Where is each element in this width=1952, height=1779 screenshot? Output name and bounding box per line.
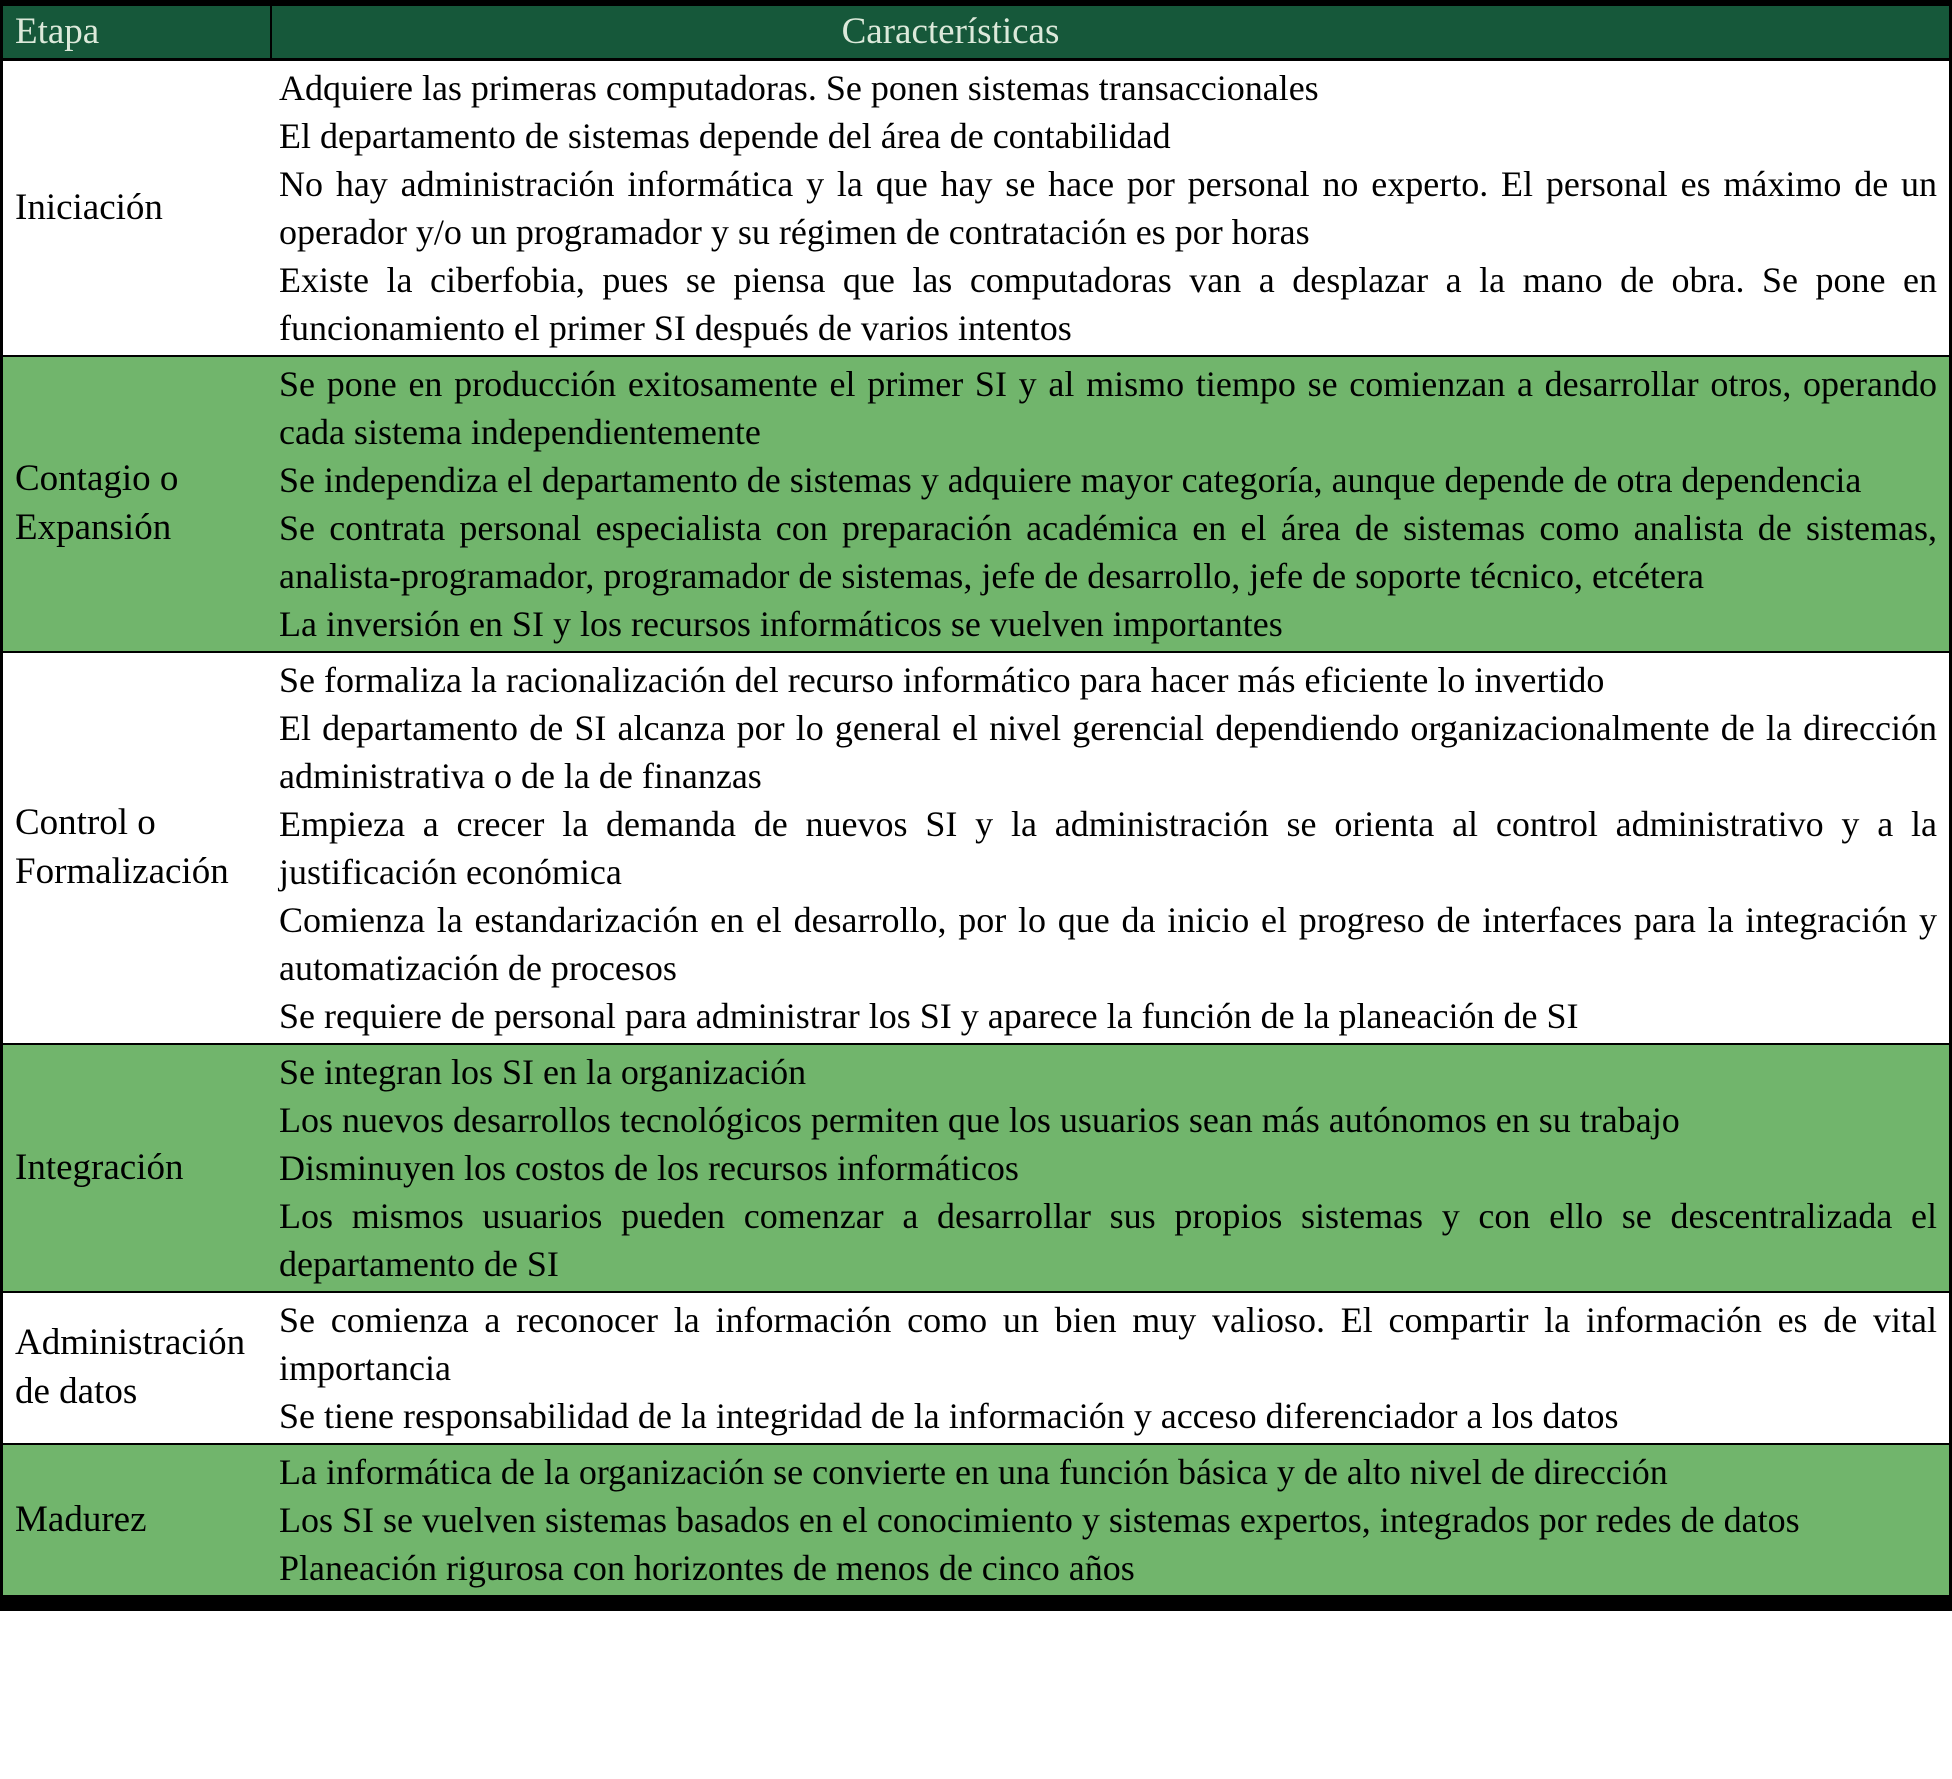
characteristic-text: El departamento de sistemas depende del área de contabilidad [279, 116, 1171, 156]
caracteristicas-cell [271, 356, 1949, 652]
characteristic-text: Se contrata personal especialista con preparación académica en el área de sistemas como analista de sistemas, analista-programador, programador de sistemas, jefe de desarrollo, jefe de soporte técnico, etcétera [279, 508, 1937, 596]
stages-table [3, 6, 1949, 1595]
table-header [3, 6, 1949, 60]
characteristic-text: Los mismos usuarios pueden comenzar a desarrollar sus propios sistemas y con ello se descentralizada el departamento de SI [279, 1196, 1937, 1284]
table-row-iniciacion [3, 60, 1949, 357]
table-row-integracion [3, 1044, 1949, 1292]
header-row [3, 6, 1949, 60]
characteristic-text: La informática de la organización se convierte en una función básica y de alto nivel de dirección [279, 1452, 1668, 1492]
caracteristicas-cell [271, 1444, 1949, 1595]
table-row-contagio [3, 356, 1949, 652]
characteristic-text: Los SI se vuelven sistemas basados en el conocimiento y sistemas expertos, integrados por redes de datos [279, 1500, 1800, 1540]
characteristic-text: Se pone en producción exitosamente el primer SI y al mismo tiempo se comienzan a desarrollar otros, operando cada sistema independientemente [279, 364, 1937, 452]
caracteristicas-cell [271, 1292, 1949, 1444]
table-body [3, 60, 1949, 1596]
characteristic-text: La inversión en SI y los recursos informáticos se vuelven importantes [279, 604, 1283, 644]
etapa-label: Contagio o Expansión [15, 458, 179, 548]
characteristic-text: Los nuevos desarrollos tecnológicos permiten que los usuarios sean más autónomos en su trabajo [279, 1100, 1680, 1140]
table-row-madurez [3, 1444, 1949, 1595]
table-row-administracion-datos [3, 1292, 1949, 1444]
characteristic-text: Se formaliza la racionalización del recurso informático para hacer más eficiente lo invertido [279, 660, 1605, 700]
etapa-label: Administración de datos [15, 1322, 246, 1412]
etapa-label: Control o Formalización [15, 802, 229, 892]
characteristic-text: Se independiza el departamento de sistemas y adquiere mayor categoría, aunque depende de otra dependencia [279, 460, 1862, 500]
characteristic-text: El departamento de SI alcanza por lo general el nivel gerencial dependiendo organizacionalmente de la dirección administrativa o de la de finanzas [279, 708, 1937, 796]
characteristic-text: Existe la ciberfobia, pues se piensa que las computadoras van a desplazar a la mano de obra. Se pone en funcionamiento el primer SI después de varios intentos [279, 260, 1937, 348]
characteristic-text: Empieza a crecer la demanda de nuevos SI y la administración se orienta al control administrativo y a la justificación económica [279, 804, 1937, 892]
caracteristicas-cell [271, 652, 1949, 1044]
caracteristicas-cell [271, 60, 1949, 357]
etapa-label: Iniciación [15, 186, 163, 228]
characteristic-text: Se tiene responsabilidad de la integridad de la información y acceso diferenciador a los datos [279, 1396, 1619, 1436]
characteristic-text: Se requiere de personal para administrar los SI y aparece la función de la planeación de SI [279, 996, 1579, 1036]
characteristic-text: Disminuyen los costos de los recursos informáticos [279, 1148, 1019, 1188]
characteristic-text: Se comienza a reconocer la información como un bien muy valioso. El compartir la información es de vital importancia [279, 1300, 1937, 1388]
table-row-control [3, 652, 1949, 1044]
etapa-label: Madurez [15, 1498, 147, 1540]
characteristic-text: Comienza la estandarización en el desarrollo, por lo que da inicio el progreso de interfaces para la integración y automatización de procesos [279, 900, 1937, 988]
characteristic-text: Se integran los SI en la organización [279, 1052, 807, 1092]
characteristic-text: No hay administración informática y la que hay se hace por personal no experto. El personal es máximo de un operador y/o un programador y su régimen de contratación es por horas [279, 164, 1937, 252]
characteristic-text: Planeación rigurosa con horizontes de menos de cinco años [279, 1548, 1135, 1588]
characteristic-text: Adquiere las primeras computadoras. Se ponen sistemas transaccionales [279, 68, 1319, 108]
header-etapa: Etapa [3, 6, 271, 60]
etapa-label: Integración [15, 1146, 184, 1188]
header-caracteristicas: Características [271, 6, 1949, 60]
caracteristicas-cell [271, 1044, 1949, 1292]
